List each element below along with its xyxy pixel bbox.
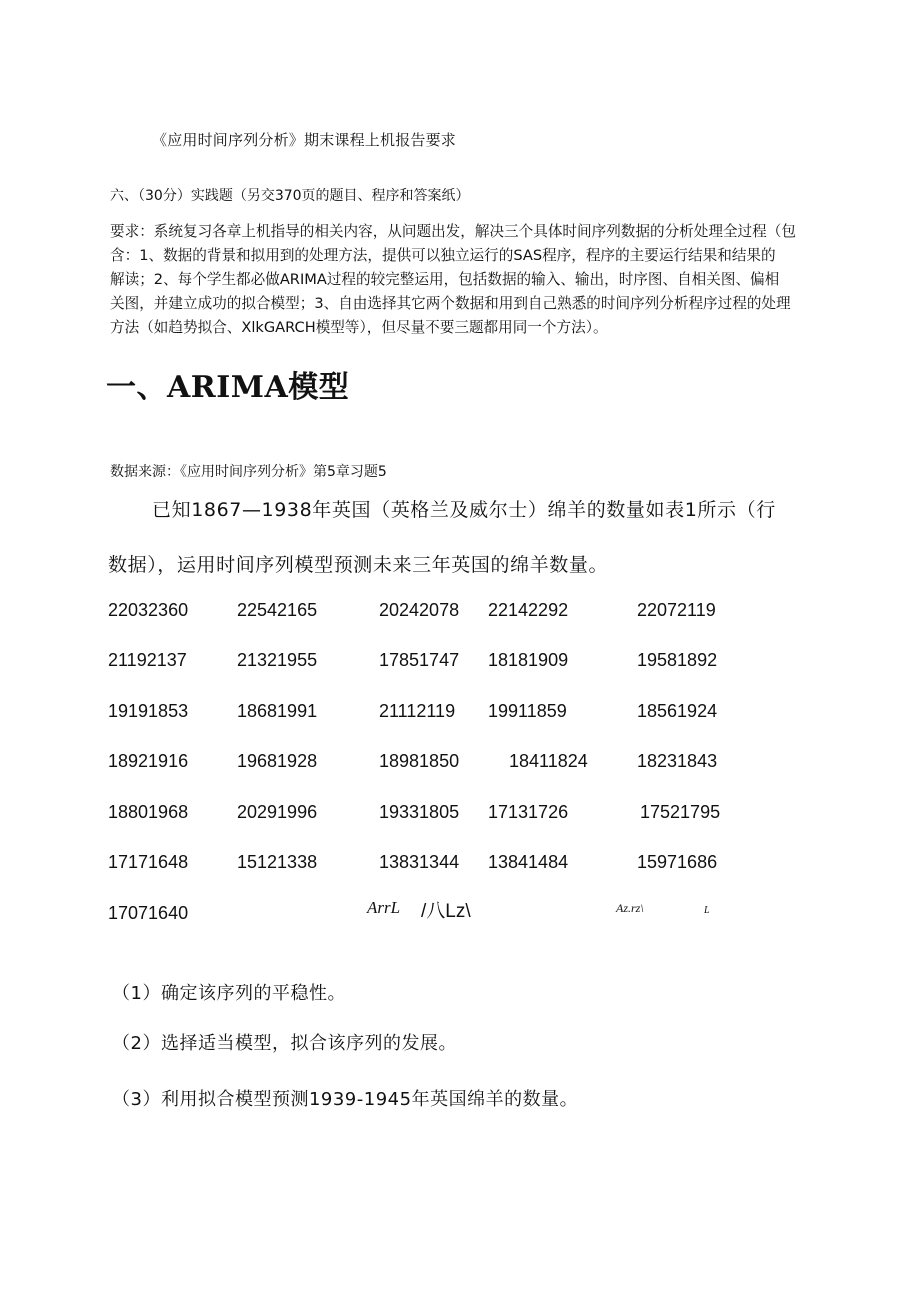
table-cell: 19191853: [108, 701, 189, 721]
data-source: 数据来源：《应用时间序列分析》第5章习题5: [110, 464, 387, 480]
table-cell: 15121338: [237, 852, 318, 872]
table-cell: 18231843: [637, 751, 718, 771]
task-item: （1）确定该序列的平稳性。: [112, 983, 346, 1004]
table-cell: 18801968: [108, 802, 189, 822]
table-cell: 20291996: [237, 802, 318, 822]
table-cell: 19331805: [379, 802, 460, 822]
table-cell: 17521795: [640, 802, 721, 822]
section-heading: 一、ARIMA模型: [106, 370, 350, 405]
table-cell: 21192137: [108, 650, 187, 670]
requirements-line: 含：1、数据的背景和拟用到的处理方法，提供可以独立运行的SAS程序，程序的主要运行结果和结果的: [110, 247, 776, 264]
table-cell: 22542165: [237, 600, 318, 620]
table-cell: 17171648: [108, 852, 189, 872]
table-cell: 17851747: [379, 650, 460, 670]
table-cell: 13831344: [379, 852, 460, 872]
table-cell: 17131726: [488, 802, 569, 822]
document-title: 《应用时间序列分析》期末课程上机报告要求: [152, 131, 457, 149]
problem-statement-line: 数据），运用时间序列模型预测未来三年英国的绵羊数量。: [108, 554, 609, 576]
ocr-artifact-text: Az.rz\: [616, 901, 644, 915]
task-item: （2）选择适当模型，拟合该序列的发展。: [112, 1033, 457, 1054]
table-cell: 15971686: [637, 852, 718, 872]
task-item: （3）利用拟合模型预测1939-1945年英国绵羊的数量。: [112, 1089, 579, 1110]
table-cell: 18181909: [488, 650, 569, 670]
question-heading: 六、（30分）实践题（另交370页的题目、程序和答案纸）: [110, 188, 470, 204]
table-cell: 18561924: [637, 701, 718, 721]
problem-statement-line: 已知1867—1938年英国（英格兰及威尔士）绵羊的数量如表1所示（行: [152, 499, 776, 521]
requirements-line: 解读；2、每个学生都必做ARIMA过程的较完整运用，包括数据的输入、输出，时序图、自相关图、偏相: [110, 271, 780, 288]
table-cell: 19581892: [637, 650, 718, 670]
table-cell: 22072119: [637, 600, 716, 620]
ocr-artifact-text: ArrL: [367, 898, 401, 917]
table-cell: 18981850: [379, 751, 460, 771]
requirements-line: 要求：系统复习各章上机指导的相关内容，从问题出发，解决三个具体时间序列数据的分析处理全过程（包: [110, 223, 796, 240]
table-cell: 21112119: [379, 701, 456, 721]
requirements-line: 关图，并建立成功的拟合模型；3、自由选择其它两个数据和用到自己熟悉的时间序列分析程序过程的处理: [110, 295, 791, 312]
ocr-artifact-text: L: [704, 905, 710, 916]
table-cell: 19911859: [488, 701, 567, 721]
table-cell: 17071640: [108, 903, 189, 923]
table-cell: 22142292: [488, 600, 569, 620]
ocr-artifact-text: /八Lz\: [421, 901, 471, 922]
table-cell: 20242078: [379, 600, 460, 620]
table-cell: 22032360: [108, 600, 189, 620]
table-cell: 18411824: [509, 751, 588, 771]
table-cell: 18921916: [108, 751, 189, 771]
table-cell: 18681991: [237, 701, 318, 721]
table-cell: 19681928: [237, 751, 318, 771]
table-cell: 21321955: [237, 650, 318, 670]
table-cell: 13841484: [488, 852, 569, 872]
requirements-line: 方法（如趋势拟合、XlkGARCH模型等），但尽量不要三题都用同一个方法）。: [110, 319, 608, 336]
